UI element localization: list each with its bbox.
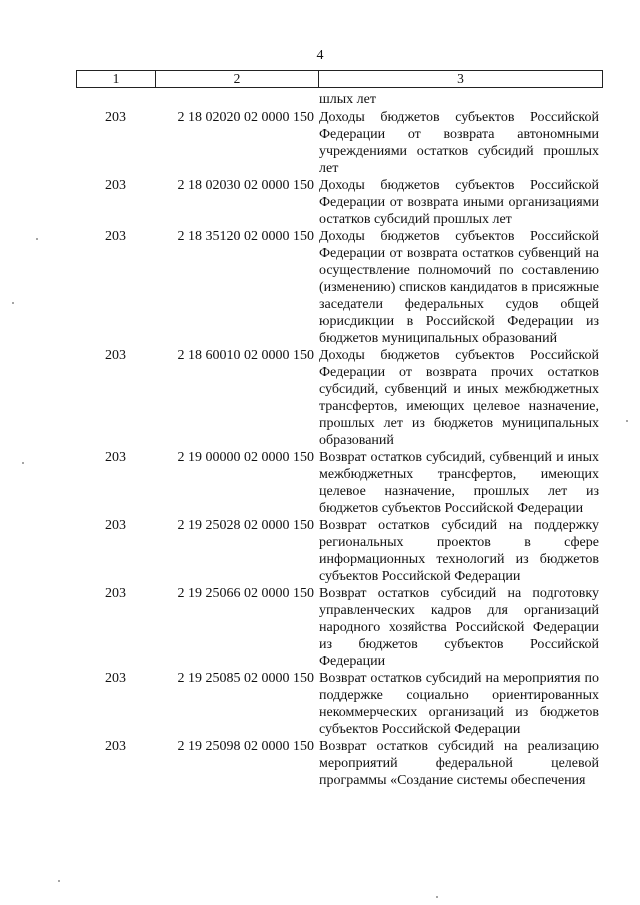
budget-code: 2 18 35120 02 0000 150 xyxy=(177,229,314,244)
admin-code: 203 xyxy=(105,671,126,686)
budget-code: 2 19 25028 02 0000 150 xyxy=(177,518,314,533)
revenue-name: Возврат остатков субсидий, субвенций и иных межбюджетных трансфертов, имеющих целевое назначение, прошлых лет из бюджетов субъектов Российской Федерации xyxy=(319,450,599,516)
budget-code: 2 18 60010 02 0000 150 xyxy=(177,348,314,363)
scan-speck xyxy=(36,238,38,240)
column-header-2: 2 xyxy=(156,71,319,87)
scan-speck xyxy=(436,896,438,898)
table-row xyxy=(76,109,603,177)
budget-code: 2 19 25098 02 0000 150 xyxy=(177,739,314,754)
table-row xyxy=(76,449,603,517)
revenue-name: Доходы бюджетов субъектов Российской Федерации от возврата прочих остатков субсидий, субвенций и иных межбюджетных трансфертов, имеющих целевое назначение, прошлых лет из бюджетов муниципальных образований xyxy=(319,348,599,448)
revenue-name: Возврат остатков субсидий на реализацию мероприятий федеральной целевой программы «Создание системы обеспечения xyxy=(319,739,599,788)
revenue-name: Возврат остатков субсидий на мероприятия по поддержке социально ориентированных некоммерческих организаций из бюджетов субъектов Российской Федерации xyxy=(319,671,599,737)
budget-code: 2 19 25066 02 0000 150 xyxy=(177,586,314,601)
budget-code: 2 19 25085 02 0000 150 xyxy=(177,671,314,686)
budget-code: 2 18 02020 02 0000 150 xyxy=(177,110,314,125)
revenue-name: Доходы бюджетов субъектов Российской Федерации от возврата автономными учреждениями остатков субсидий прошлых лет xyxy=(319,110,599,176)
admin-code: 203 xyxy=(105,229,126,244)
admin-code: 203 xyxy=(105,586,126,601)
table-row xyxy=(76,177,603,228)
table-row xyxy=(76,670,603,738)
table-row xyxy=(76,585,603,670)
scan-speck xyxy=(58,880,60,882)
admin-code: 203 xyxy=(105,450,126,465)
budget-code: 2 19 00000 02 0000 150 xyxy=(177,450,314,465)
table-row xyxy=(76,517,603,585)
column-header-1: 1 xyxy=(77,71,156,87)
table-row xyxy=(76,228,603,347)
admin-code: 203 xyxy=(105,739,126,754)
table-body xyxy=(76,109,603,789)
page-number: 4 xyxy=(316,48,324,63)
admin-code: 203 xyxy=(105,348,126,363)
table-header xyxy=(76,70,603,88)
revenue-name: Возврат остатков субсидий на поддержку региональных проектов в сфере информационных технологий из бюджетов субъектов Российской Федерации xyxy=(319,518,599,584)
column-header-3: 3 xyxy=(457,71,464,86)
admin-code: 203 xyxy=(105,518,126,533)
revenue-name: Доходы бюджетов субъектов Российской Федерации от возврата остатков субвенций на осуществление полномочий по составлению (изменению) списков кандидатов в присяжные заседатели федеральных судов общей юрисдикции в Российской Федерации из бюджетов муниципальных образований xyxy=(319,229,599,346)
scan-speck xyxy=(22,462,24,464)
scan-speck xyxy=(12,302,14,304)
scan-speck xyxy=(626,420,628,422)
table-row xyxy=(76,738,603,789)
admin-code: 203 xyxy=(105,110,126,125)
admin-code: 203 xyxy=(105,178,126,193)
revenue-name: Возврат остатков субсидий на подготовку управленческих кадров для организаций народного хозяйства Российской Федерации из бюджетов субъектов Российской Федерации xyxy=(319,586,599,669)
continuation-text: шлых лет xyxy=(319,92,376,107)
table-row xyxy=(76,347,603,449)
budget-code: 2 18 02030 02 0000 150 xyxy=(177,178,314,193)
revenue-name: Доходы бюджетов субъектов Российской Федерации от возврата иными организациями остатков субсидий прошлых лет xyxy=(319,178,599,227)
